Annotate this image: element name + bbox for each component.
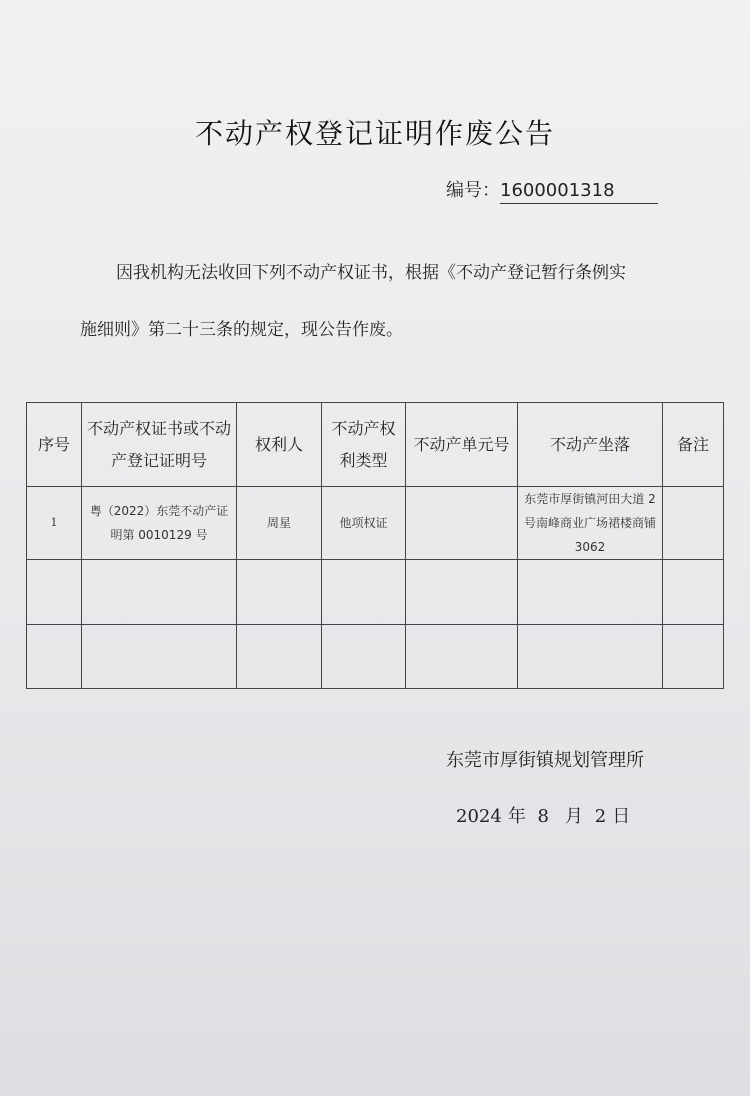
cell-location (518, 625, 663, 689)
table-row (27, 625, 724, 689)
cell-certificate-number (82, 560, 237, 625)
page-title: 不动产权登记证明作废公告 (194, 117, 555, 150)
document-number (446, 176, 658, 204)
cell-serial (27, 560, 82, 625)
document-number-label: 编号： (446, 180, 500, 201)
table-header-row (27, 403, 724, 487)
header-right-type: 不动产权利类型 (322, 403, 406, 487)
table-row (27, 487, 724, 560)
cell-right-type (322, 625, 406, 689)
cell-right-holder (237, 625, 322, 689)
table-row (27, 560, 724, 625)
cell-certificate-number: 粤（2022）东莞不动产证明第 0010129 号 (82, 487, 237, 560)
issue-date-year-unit: 年 (507, 806, 526, 827)
issue-date-month-unit: 月 (565, 806, 583, 827)
issue-date-day: 2 (594, 806, 607, 827)
cell-remarks (663, 560, 724, 625)
issue-date (456, 802, 636, 828)
cell-right-type: 他项权证 (322, 487, 406, 560)
header-location: 不动产坐落 (518, 403, 663, 487)
notice-paragraph-line-2: 施细则》第二十三条的规定，现公告作废。 (80, 320, 403, 340)
cell-unit-number (406, 625, 518, 689)
cell-serial: 1 (27, 487, 82, 560)
cell-certificate-number (82, 625, 237, 689)
cell-right-holder: 周星 (237, 487, 322, 560)
header-right-holder: 权利人 (237, 403, 322, 487)
header-certificate-number: 不动产权证书或不动产登记证明号 (82, 403, 237, 487)
cell-location: 东莞市厚街镇河田大道 2 号南峰商业广场裙楼商铺 3062 (518, 487, 663, 560)
issue-date-year: 2024 (456, 806, 502, 827)
header-serial: 序号 (27, 403, 82, 487)
header-unit-number: 不动产单元号 (406, 403, 518, 487)
cell-unit-number (406, 560, 518, 625)
issue-date-month: 8 (537, 806, 549, 827)
void-certificate-table (26, 402, 724, 689)
cell-remarks (663, 487, 724, 560)
cell-right-holder (237, 560, 322, 625)
cell-location (518, 560, 663, 625)
cell-serial (27, 625, 82, 689)
issue-date-day-unit: 日 (612, 806, 631, 827)
cell-right-type (322, 560, 406, 625)
document-number-value: 1600001318 (500, 180, 658, 204)
notice-paragraph-line-1: 因我机构无法收回下列不动产权证书，根据《不动产登记暂行条例实 (116, 263, 626, 283)
cell-remarks (663, 625, 724, 689)
header-remarks: 备注 (663, 403, 724, 487)
issuing-organization: 东莞市厚街镇规划管理所 (446, 750, 644, 771)
cell-unit-number (406, 487, 518, 560)
